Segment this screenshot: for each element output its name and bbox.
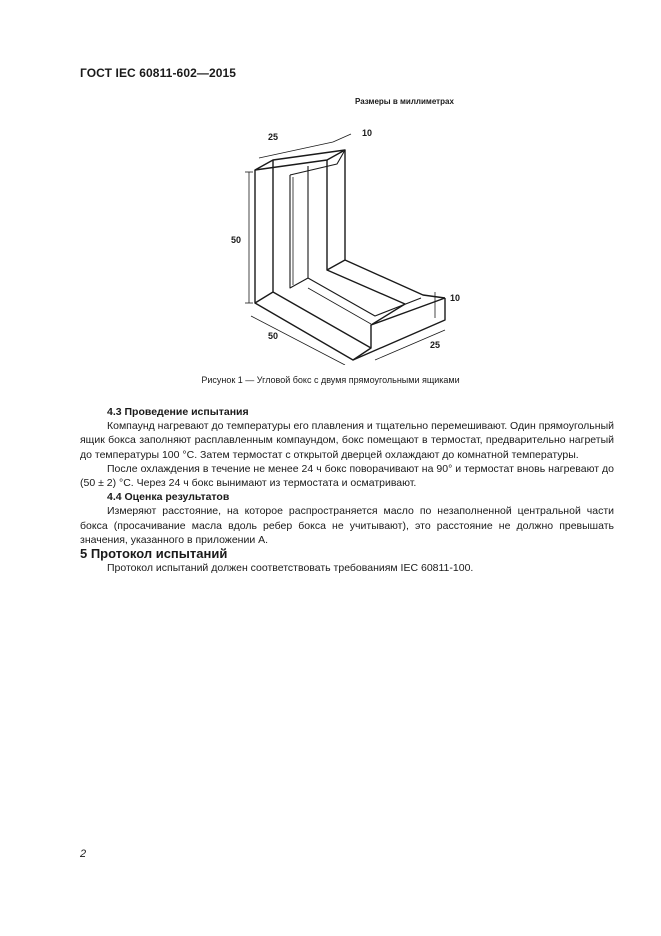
section-4-3-heading: 4.3 Проведение испытания bbox=[107, 406, 249, 418]
box-base-cavity bbox=[308, 278, 421, 316]
document-header: ГОСТ IEC 60811-602—2015 bbox=[80, 66, 237, 80]
dim-top-width: 25 bbox=[268, 132, 279, 142]
box-vertical-top bbox=[255, 150, 345, 170]
section-4-4-paragraph-1: Измеряют расстояние, на которое распространяется масло по незаполненной центральной части бокса (просачивание масла вдоль ребер бокса не учитывают), это расстояние не должно превышать значения, указанного в приложении А. bbox=[80, 505, 614, 546]
page-number: 2 bbox=[80, 848, 87, 860]
dim-base-width: 25 bbox=[430, 340, 441, 350]
figure-corner-box bbox=[225, 120, 465, 365]
figure-caption: Рисунок 1 — Угловой бокс с двумя прямоугольными ящиками bbox=[201, 375, 460, 385]
dim-height-left: 50 bbox=[231, 235, 242, 245]
box-vertical-front bbox=[255, 160, 273, 303]
section-5-heading: 5 Протокол испытаний bbox=[80, 546, 228, 562]
corner-box-drawing bbox=[225, 120, 465, 365]
section-4-3-paragraph-2: После охлаждения в течение не менее 24 ч бокс поворачивают на 90° и термостат вновь нагревают до (50 ± 2) °С. Через 24 ч бокс вынимают из термостата и осматривают. bbox=[80, 462, 614, 490]
section-4-4-heading: 4.4 Оценка результатов bbox=[107, 491, 230, 504]
dim-top-depth: 10 bbox=[362, 128, 373, 138]
body-content bbox=[80, 405, 614, 575]
dimensions-note: Размеры в миллиметрах bbox=[355, 97, 454, 106]
section-4-3-paragraph-1: Компаунд нагревают до температуры его плавления и тщательно перемешивают. Один прямоугольный ящик бокса заполняют расплавленным компаундом, бокс помещают в термостат, предварительно нагретый до температуры 100 °С. Затем термостат с открытой дверцей охлаждают до комнатной температуры. bbox=[80, 420, 614, 461]
dim-base-length: 50 bbox=[268, 331, 279, 341]
box-base-outline bbox=[255, 298, 445, 360]
section-5-paragraph-1: Протокол испытаний должен соответствовать требованиям IEC 60811-100. bbox=[107, 562, 474, 575]
dim-height-right: 10 bbox=[450, 293, 461, 303]
